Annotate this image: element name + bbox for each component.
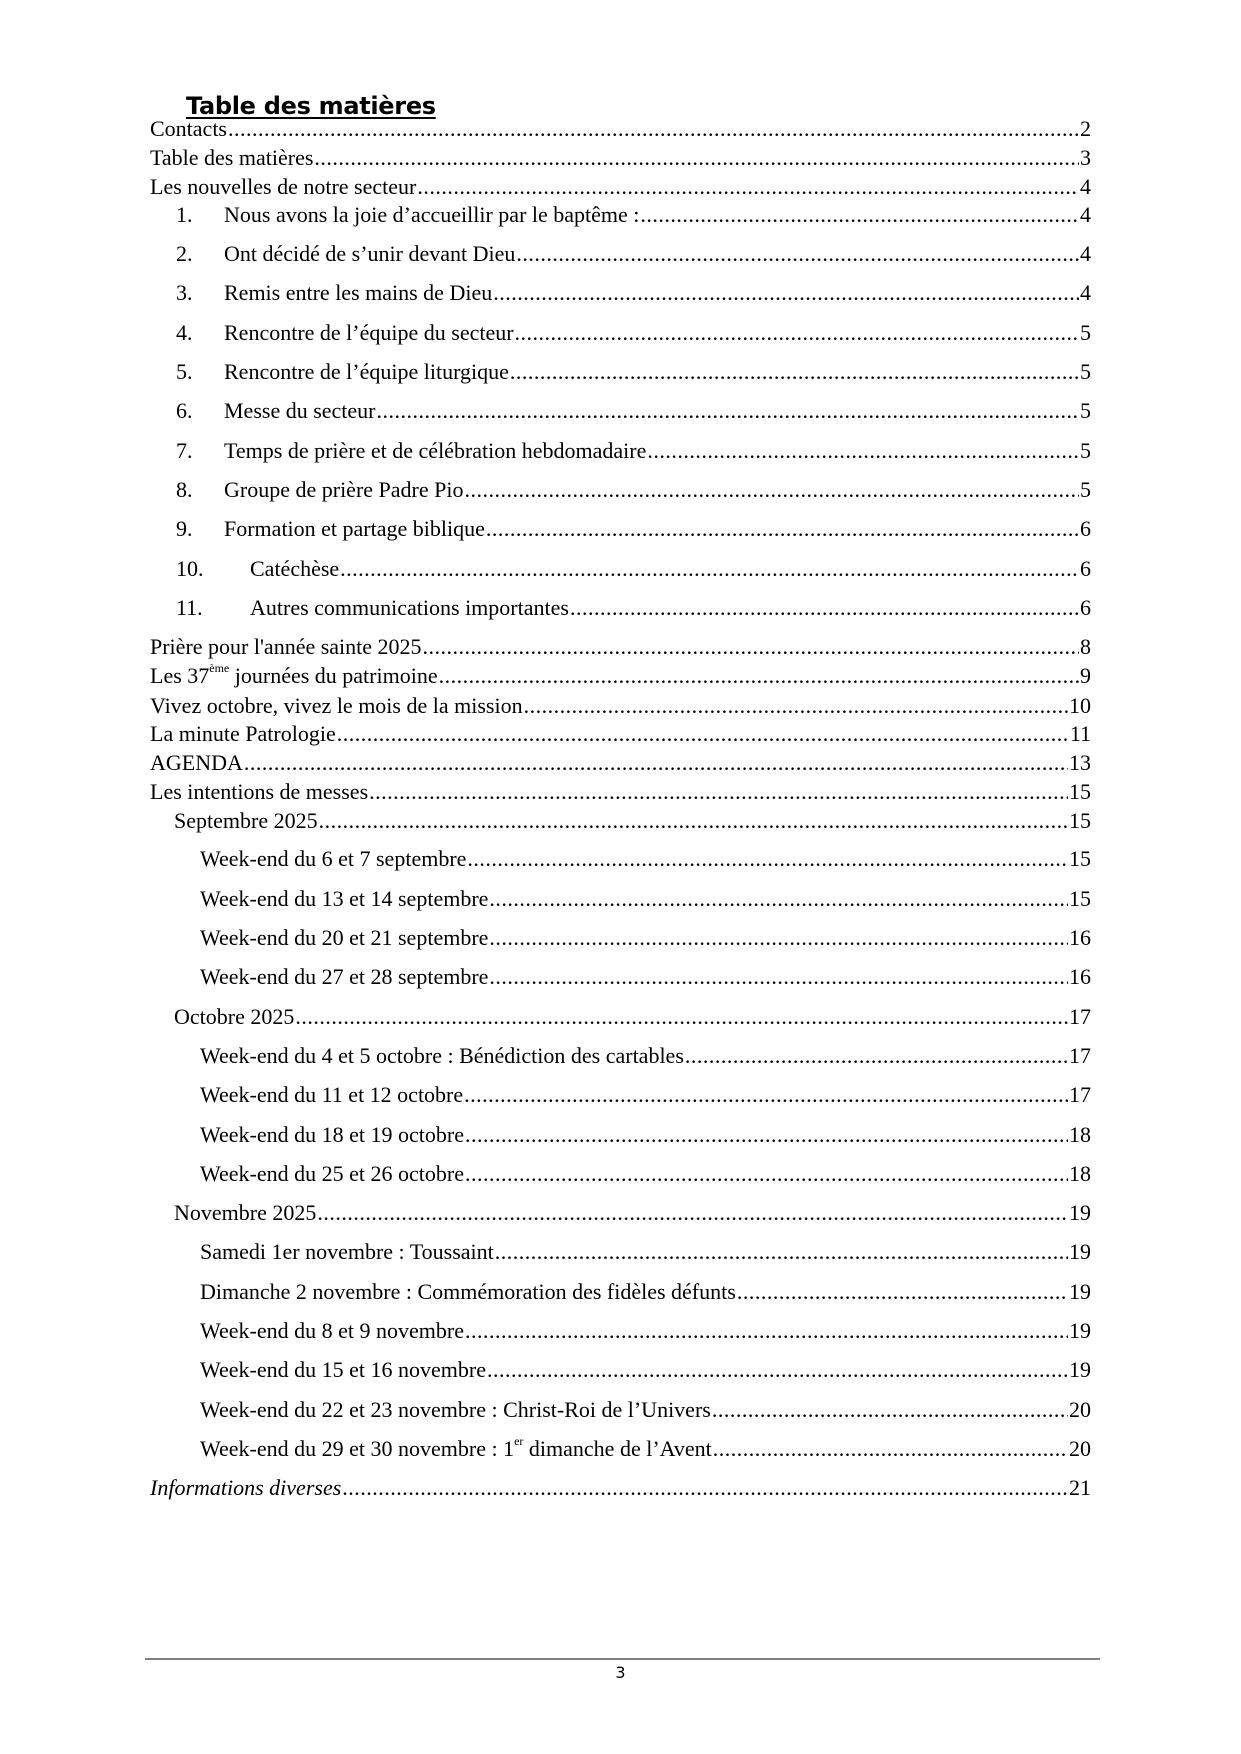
toc-dot-leader (524, 693, 1068, 719)
toc-entry-page-number[interactable]: 19 (1069, 1239, 1091, 1264)
toc-entry-label[interactable]: AGENDA (150, 750, 243, 775)
toc-entry-number: 5. (176, 359, 193, 384)
toc-entry[interactable] (200, 1039, 1091, 1069)
toc-entry[interactable] (174, 804, 1091, 834)
toc-entry[interactable] (176, 473, 1091, 503)
toc-entry[interactable] (150, 775, 1091, 805)
toc-entry[interactable] (176, 591, 1091, 621)
toc-dot-leader (228, 116, 1079, 142)
toc-dot-leader (495, 1239, 1068, 1265)
toc-entry-page-number[interactable]: 5 (1080, 438, 1091, 463)
toc-dot-leader (510, 359, 1079, 385)
toc-entry[interactable] (200, 882, 1091, 912)
toc-entry-label[interactable]: Table des matières (150, 145, 314, 170)
toc-entry[interactable] (174, 1000, 1091, 1030)
toc-entry-label[interactable]: Week-end du 18 et 19 octobre (200, 1122, 464, 1147)
toc-entry-number: 10. (176, 556, 204, 581)
toc-entry[interactable] (150, 112, 1091, 142)
toc-entry-page-number[interactable]: 13 (1069, 750, 1091, 775)
toc-entry-label[interactable]: Autres communications importantes (250, 595, 569, 620)
toc-dot-leader (737, 1279, 1068, 1305)
toc-entry-label[interactable]: Informations diverses (150, 1475, 342, 1500)
toc-entry-number: 7. (176, 438, 193, 463)
toc-entry[interactable] (176, 394, 1091, 424)
toc-dot-leader (337, 721, 1069, 747)
toc-entry-label[interactable]: Messe du secteur (224, 398, 376, 423)
toc-dot-leader (423, 634, 1079, 660)
toc-dot-leader (244, 750, 1068, 776)
toc-entry-label[interactable]: Dimanche 2 novembre : Commémoration des fidèles défunts (200, 1279, 736, 1304)
toc-entry[interactable] (200, 921, 1091, 951)
toc-entry-page-number[interactable]: 20 (1069, 1436, 1091, 1461)
toc-entry[interactable] (200, 1118, 1091, 1148)
toc-entry[interactable] (150, 630, 1091, 660)
toc-entry[interactable] (176, 198, 1091, 228)
toc-entry-label[interactable]: Catéchèse (250, 556, 340, 581)
toc-dot-leader (342, 1475, 1068, 1501)
toc-entry-label[interactable]: Week-end du 6 et 7 septembre (200, 846, 467, 871)
toc-entry-page-number[interactable]: 4 (1080, 280, 1091, 305)
toc-entry-page-number[interactable]: 19 (1069, 1318, 1091, 1343)
toc-dot-leader (489, 964, 1068, 990)
toc-dot-leader (319, 808, 1068, 834)
toc-entry[interactable] (176, 552, 1091, 582)
toc-entry-label-text: Week-end du 29 et 30 novembre : 1 (200, 1436, 515, 1461)
toc-entry-page-number[interactable]: 21 (1069, 1475, 1091, 1500)
toc-entry-label[interactable]: Prière pour l'année sainte 2025 (150, 634, 422, 659)
toc-entry-page-number[interactable]: 4 (1080, 241, 1091, 266)
toc-entry-label[interactable]: Week-end du 15 et 16 novembre (200, 1357, 486, 1382)
toc-dot-leader (489, 886, 1068, 912)
toc-dot-leader (465, 1161, 1068, 1187)
toc-entry[interactable] (200, 842, 1091, 872)
toc-entry-label[interactable]: Nous avons la joie d’accueillir par le baptême : (224, 202, 640, 227)
toc-entry-label[interactable]: Week-end du 4 et 5 octobre : Bénédiction des cartables (200, 1043, 684, 1068)
toc-entry-page-number[interactable]: 16 (1069, 964, 1091, 989)
toc-dot-leader (464, 1082, 1068, 1108)
toc-dot-leader (493, 280, 1079, 306)
toc-entry-label[interactable]: Les intentions de messes (150, 779, 369, 804)
toc-entry-page-number[interactable]: 4 (1080, 174, 1091, 199)
toc-dot-leader (685, 1043, 1068, 1069)
toc-entry[interactable] (150, 141, 1091, 171)
toc-entry-page-number[interactable]: 5 (1080, 477, 1091, 502)
toc-entry-number: 6. (176, 398, 193, 423)
toc-entry-superscript: er (514, 1433, 524, 1448)
toc-dot-leader (489, 925, 1068, 951)
toc-entry-label[interactable]: Remis entre les mains de Dieu (224, 280, 493, 305)
toc-entry-page-number[interactable]: 6 (1080, 516, 1091, 541)
toc-entry-label[interactable]: Formation et partage biblique (224, 516, 485, 541)
toc-entry-label[interactable]: Vivez octobre, vivez le mois de la mission (150, 693, 523, 718)
toc-entry-label[interactable]: Novembre 2025 (174, 1200, 317, 1225)
toc-entry[interactable] (150, 746, 1091, 776)
toc-dot-leader (647, 438, 1079, 464)
toc-entry-label[interactable]: Ont décidé de s’unir devant Dieu (224, 241, 516, 266)
toc-entry-page-number[interactable]: 10 (1069, 693, 1091, 718)
toc-entry[interactable] (150, 170, 1091, 200)
toc-entry-page-number[interactable]: 6 (1080, 595, 1091, 620)
toc-entry[interactable] (176, 355, 1091, 385)
toc-entry-page-number[interactable]: 5 (1080, 398, 1091, 423)
toc-dot-leader (439, 663, 1079, 689)
toc-entry[interactable] (200, 1432, 1091, 1462)
toc-entry-label[interactable]: Rencontre de l’équipe du secteur (224, 320, 514, 345)
toc-dot-leader (486, 516, 1079, 542)
toc-dot-leader (417, 174, 1079, 200)
toc-entry[interactable] (150, 1471, 1091, 1501)
toc-entry-page-number[interactable]: 16 (1069, 925, 1091, 950)
toc-entry[interactable] (200, 1235, 1091, 1265)
toc-entry-page-number[interactable]: 9 (1080, 663, 1091, 688)
toc-entry-superscript: ème (209, 660, 230, 675)
toc-entry-page-number[interactable]: 18 (1069, 1122, 1091, 1147)
toc-dot-leader (340, 556, 1079, 582)
toc-dot-leader (295, 1004, 1068, 1030)
toc-entry-label[interactable]: Week-end du 13 et 14 septembre (200, 886, 489, 911)
toc-entry-number: 9. (176, 516, 193, 541)
toc-entry[interactable] (200, 1393, 1091, 1423)
toc-entry-label[interactable]: Samedi 1er novembre : Toussaint (200, 1239, 494, 1264)
toc-entry-label[interactable] (200, 1433, 712, 1462)
toc-dot-leader (465, 1318, 1068, 1344)
toc-entry-page-number[interactable]: 18 (1069, 1161, 1091, 1186)
toc-dot-leader (369, 779, 1068, 805)
toc-entry[interactable] (176, 512, 1091, 542)
toc-entry[interactable] (200, 1078, 1091, 1108)
toc-entry-page-number[interactable]: 19 (1069, 1200, 1091, 1225)
toc-entry[interactable] (200, 1353, 1091, 1383)
toc-dot-leader (464, 477, 1079, 503)
toc-entry[interactable] (176, 237, 1091, 267)
toc-entry-label[interactable]: Octobre 2025 (174, 1004, 295, 1029)
toc-entry[interactable] (176, 434, 1091, 464)
toc-entry[interactable] (176, 316, 1091, 346)
toc-dot-leader (377, 398, 1079, 424)
toc-entry-label[interactable]: Week-end du 20 et 21 septembre (200, 925, 489, 950)
toc-entry-label[interactable]: Temps de prière et de célébration hebdomadaire (224, 438, 647, 463)
toc-entry-page-number[interactable]: 5 (1080, 320, 1091, 345)
toc-entry-page-number[interactable]: 5 (1080, 359, 1091, 384)
toc-entry-label[interactable]: Contacts (150, 116, 227, 141)
toc-entry-label[interactable]: Week-end du 25 et 26 octobre (200, 1161, 464, 1186)
toc-entry[interactable] (176, 276, 1091, 306)
toc-entry[interactable] (150, 717, 1091, 747)
toc-entry-page-number[interactable]: 17 (1069, 1082, 1091, 1107)
toc-dot-leader (712, 1397, 1068, 1423)
toc-entry-number: 11. (176, 595, 203, 620)
toc-dot-leader (467, 846, 1068, 872)
toc-entry-page-number[interactable]: 19 (1069, 1357, 1091, 1382)
toc-entry-page-number[interactable]: 15 (1069, 846, 1091, 871)
toc-entry-page-number[interactable]: 15 (1069, 886, 1091, 911)
toc-entry-page-number[interactable]: 11 (1069, 721, 1091, 746)
toc-dot-leader (465, 1122, 1068, 1148)
toc-entry-number: 8. (176, 477, 193, 502)
toc-entry-page-number[interactable]: 17 (1069, 1043, 1091, 1068)
toc-entry-label-text: dimanche de l’Avent (523, 1436, 712, 1461)
toc-entry[interactable] (150, 689, 1091, 719)
footer-divider (145, 1658, 1100, 1660)
toc-entry-label-text: Les 37 (150, 663, 210, 688)
toc-dot-leader (314, 145, 1079, 171)
toc-entry-number: 2. (176, 241, 193, 266)
toc-entry-label[interactable]: Groupe de prière Padre Pio (224, 477, 464, 502)
toc-entry-page-number[interactable]: 19 (1069, 1279, 1091, 1304)
toc-entry[interactable] (200, 1157, 1091, 1187)
toc-dot-leader (640, 202, 1079, 228)
toc-dot-leader (516, 241, 1079, 267)
toc-entry-label[interactable] (150, 660, 438, 689)
toc-entry-page-number[interactable]: 4 (1080, 202, 1091, 227)
toc-entry[interactable] (150, 659, 1091, 689)
toc-entry-label-text: journées du patrimoine (229, 663, 438, 688)
footer-page-number: 3 (615, 1663, 626, 1682)
toc-dot-leader (487, 1357, 1068, 1383)
toc-dot-leader (515, 320, 1079, 346)
toc-entry-label[interactable]: Rencontre de l’équipe liturgique (224, 359, 509, 384)
toc-entry-page-number[interactable]: 8 (1080, 634, 1091, 659)
toc-entry-page-number[interactable]: 2 (1080, 116, 1091, 141)
toc-entry-page-number[interactable]: 6 (1080, 556, 1091, 581)
toc-dot-leader (570, 595, 1079, 621)
toc-dot-leader (317, 1200, 1068, 1226)
toc-entry-label[interactable]: Les nouvelles de notre secteur (150, 174, 417, 199)
toc-title: Table des matières (186, 92, 436, 120)
toc-entry-page-number[interactable]: 17 (1069, 1004, 1091, 1029)
toc-entry-label[interactable]: Week-end du 22 et 23 novembre : Christ-Roi de l’Univers (200, 1397, 711, 1422)
toc-entry[interactable] (174, 1196, 1091, 1226)
toc-entry-label[interactable]: Week-end du 8 et 9 novembre (200, 1318, 464, 1343)
toc-entry-page-number[interactable]: 3 (1080, 145, 1091, 170)
toc-entry-number: 3. (176, 280, 193, 305)
toc-dot-leader (713, 1436, 1068, 1462)
toc-entry-label[interactable]: Week-end du 11 et 12 octobre (200, 1082, 464, 1107)
toc-entry-label[interactable]: Week-end du 27 et 28 septembre (200, 964, 489, 989)
toc-entry[interactable] (200, 960, 1091, 990)
toc-entry[interactable] (200, 1314, 1091, 1344)
toc-entry-label[interactable]: La minute Patrologie (150, 721, 336, 746)
toc-entry-number: 4. (176, 320, 193, 345)
toc-entry-number: 1. (176, 202, 193, 227)
toc-entry-page-number[interactable]: 15 (1069, 808, 1091, 833)
toc-entry[interactable] (200, 1275, 1091, 1305)
toc-entry-label[interactable]: Septembre 2025 (174, 808, 318, 833)
toc-entry-page-number[interactable]: 20 (1069, 1397, 1091, 1422)
toc-entry-page-number[interactable]: 15 (1069, 779, 1091, 804)
